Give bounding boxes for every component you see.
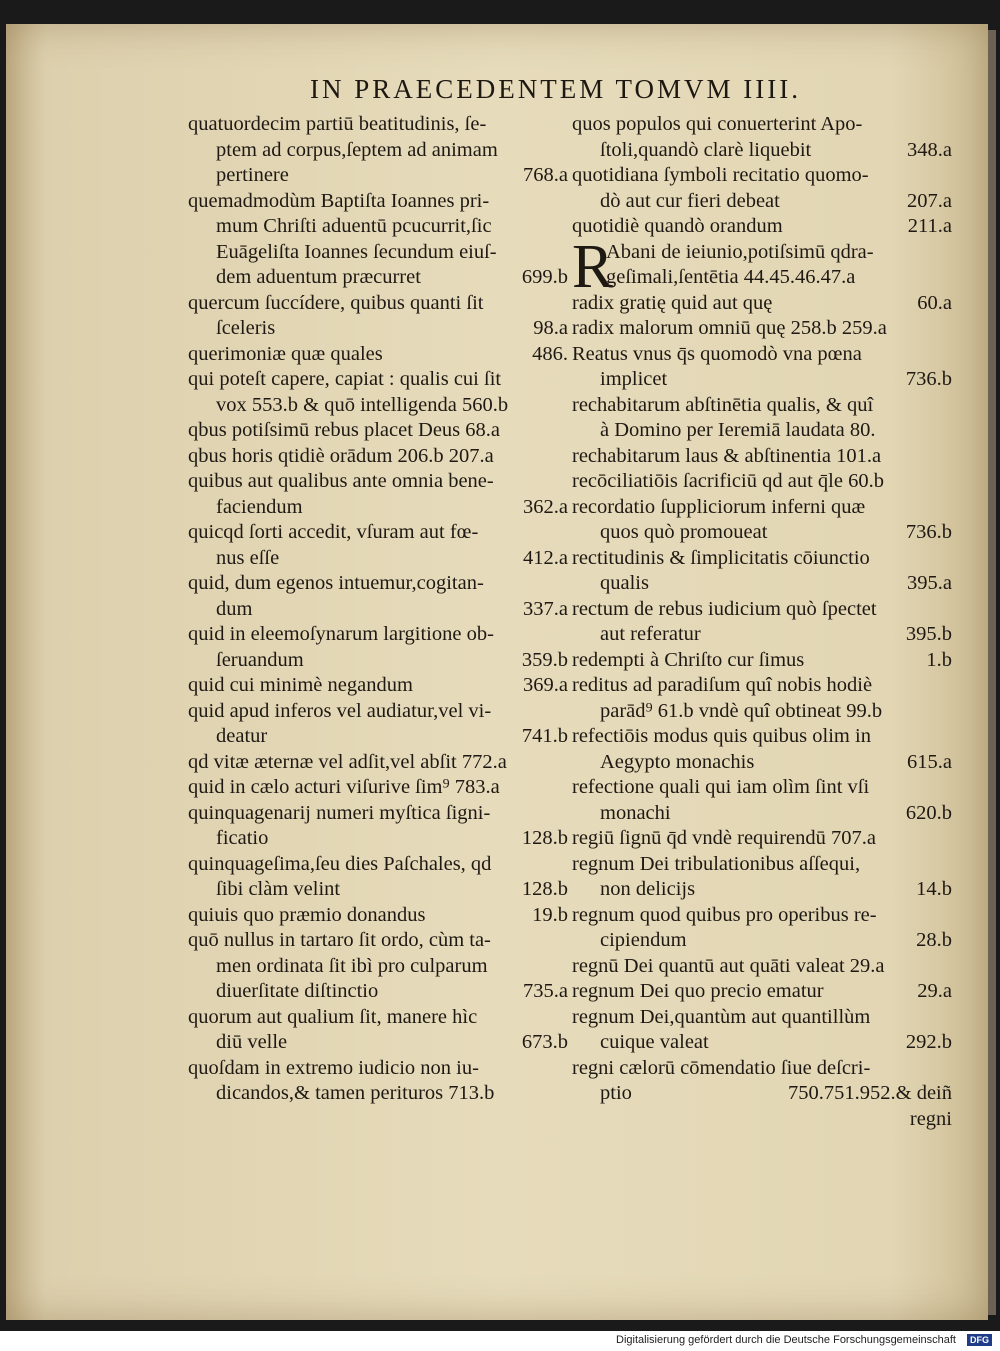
index-entry [572, 954, 952, 980]
entry-text: geſimali,ſentētia 44.45.46.47.a [606, 266, 856, 288]
entry-text: refectione quali qui iam olìm ſint vſi [572, 776, 870, 798]
entry-line [572, 444, 952, 470]
entry-line [188, 1005, 568, 1031]
entry-line [572, 367, 952, 393]
entry-line [188, 801, 568, 827]
entry-line [188, 163, 568, 189]
index-entry [572, 546, 952, 597]
page-reference: 128.b [521, 827, 568, 849]
entry-text: recordatio ſuppliciorum inferni quæ [572, 495, 866, 518]
entry-line [188, 1030, 568, 1056]
index-entry [572, 342, 952, 393]
index-entry [188, 469, 568, 520]
entry-line [572, 571, 952, 597]
entry-text: dem aduentum præcurret [216, 266, 421, 288]
index-entry [572, 1056, 952, 1107]
entry-line [572, 928, 952, 954]
index-entry [188, 418, 568, 444]
entry-line [188, 367, 568, 393]
entry-text: à Domino per Ieremiā laudata 80. [600, 419, 876, 441]
index-entry [572, 214, 952, 240]
entry-text: ptio [600, 1082, 632, 1104]
entry-text: Aegypto monachis [600, 750, 755, 773]
page-reference: 128.b [521, 878, 568, 900]
entry-text: quos populos qui conuerterint Apo- [572, 113, 863, 135]
entry-text: qualis [600, 572, 649, 594]
entry-line [188, 495, 568, 521]
entry-line [572, 877, 952, 903]
entry-line [572, 316, 952, 342]
entry-text: quinquagenarij numeri myſtica ſigni- [188, 801, 491, 824]
page-reference: 735.a [523, 980, 568, 1002]
index-entry [188, 673, 568, 699]
page-reference: 395.a [907, 572, 952, 594]
entry-text: quid, dum egenos intuemur,cogitan- [188, 572, 484, 594]
entry-line [188, 393, 568, 419]
index-entry [572, 112, 952, 163]
entry-line [188, 597, 568, 623]
index-entry [572, 469, 952, 495]
entry-text: qbus potiſsimū rebus placet Deus 68.a [188, 419, 501, 441]
entry-line [188, 189, 568, 215]
index-entry [572, 979, 952, 1005]
page-reference: 207.a [907, 189, 952, 212]
index-entry [188, 852, 568, 903]
entry-line [188, 469, 568, 495]
entry-text: ptem ad corpus,ſeptem ad animam [216, 138, 498, 161]
entry-text: quotidiè quandò orandum [572, 215, 783, 237]
entry-text: regnum Dei quo precio ematur [572, 980, 824, 1002]
entry-line [188, 265, 568, 291]
entry-line [572, 520, 952, 546]
entry-line [572, 622, 952, 648]
entry-text: quicqd ſorti accedit, vſuram aut fœ- [188, 521, 479, 543]
entry-text: Abani de ieiunio,potiſsimū qdra- [606, 240, 874, 263]
entry-line [188, 571, 568, 597]
entry-text: recōciliatiōis ſacrificiū qd aut q̄le 60.b [572, 470, 884, 492]
entry-text: ſtoli,quandò clarè liquebit [600, 138, 812, 161]
page-reference: 359.b [521, 648, 568, 671]
index-entry [572, 648, 952, 674]
entry-text: quiuis quo præmio donandus [188, 903, 426, 926]
page-reference: 615.a [907, 750, 952, 773]
entry-text: quorum aut qualium ſit, manere hìc [188, 1005, 478, 1028]
index-entry [188, 571, 568, 622]
entry-line [188, 240, 568, 266]
entry-text: parād⁹ 61.b vndè quî obtineat 99.b [600, 699, 883, 722]
entry-text: qd vitæ æternæ vel adſit,vel abſit 772.a [188, 750, 507, 773]
entry-text: aut referatur [600, 623, 701, 645]
footer-credit: Digitalisierung gefördert durch die Deutsche Forschungsgemeinschaft [616, 1334, 956, 1346]
index-entry [572, 1107, 952, 1133]
entry-text: faciendum [216, 495, 303, 518]
entry-line [572, 648, 952, 674]
entry-line [572, 112, 952, 138]
index-entry [188, 367, 568, 418]
entry-text: redempti à Chriſto cur ſimus [572, 648, 805, 671]
entry-text: mum Chriſti aduentū pcucurrit,ſic [216, 215, 492, 237]
entry-line [572, 852, 952, 878]
index-entry [572, 724, 952, 775]
index-entry [188, 291, 568, 342]
index-entry [572, 826, 952, 852]
entry-text: radix malorum omniū quę 258.b 259.a [572, 317, 887, 339]
index-entry [572, 775, 952, 826]
entry-text: regnum Dei,quantùm aut quantillùm [572, 1005, 871, 1028]
entry-line [572, 546, 952, 572]
page-reference: 1.b [926, 648, 952, 671]
entry-line [188, 979, 568, 1005]
entry-line [188, 342, 568, 368]
entry-line [188, 954, 568, 980]
index-entry [188, 1005, 568, 1056]
entry-text: Reatus vnus q̄s quomodò vna pœna [572, 342, 862, 365]
page-reference: 750.751.952.& deiñ [788, 1082, 952, 1104]
index-entry [572, 163, 952, 214]
entry-line [188, 928, 568, 954]
entry-line [188, 648, 568, 674]
entry-line [188, 1081, 568, 1107]
entry-text: reditus ad paradiſum quî nobis hodiè [572, 674, 873, 696]
page-reference: 741.b [521, 725, 568, 747]
page-reference: 768.a [523, 164, 568, 186]
entry-line [572, 163, 952, 189]
entry-text: regni cælorū cōmendatio ſiue deſcri- [572, 1056, 871, 1079]
entry-line [188, 775, 568, 801]
entry-line [188, 520, 568, 546]
entry-line [572, 342, 952, 368]
entry-line [572, 597, 952, 623]
entry-line [188, 699, 568, 725]
index-entry [572, 597, 952, 648]
entry-line [572, 240, 952, 266]
entry-text: diū velle [216, 1031, 288, 1053]
page-reference: 395.b [905, 623, 952, 645]
index-entry [572, 291, 952, 317]
page-reference: 699.b [521, 266, 568, 288]
entry-text: ſeruandum [216, 648, 304, 671]
entry-line [572, 724, 952, 750]
index-column-left [188, 112, 568, 1107]
entry-line [188, 214, 568, 240]
index-entry [572, 673, 952, 724]
entry-text: refectiōis modus quis quibus olim in [572, 725, 871, 747]
entry-text: Euāgeliſta Ioannes ſecundum eiuſ- [216, 240, 497, 263]
entry-line [572, 214, 952, 240]
entry-line [188, 138, 568, 164]
page-reference: 736.b [905, 521, 952, 543]
entry-text: qbus horis qtidiè orādum 206.b 207.a [188, 444, 494, 467]
entry-text: quercum ſuccídere, quibus quanti ſit [188, 291, 484, 314]
page-reference: 348.a [907, 138, 952, 161]
entry-text: diuerſitate diſtinctio [216, 980, 379, 1002]
entry-line [572, 1107, 952, 1133]
index-entry [188, 112, 568, 189]
entry-line [188, 622, 568, 648]
entry-text: qui poteſt capere, capiat : qualis cui ſit [188, 368, 502, 390]
index-entry [572, 903, 952, 954]
page-reference: 29.a [917, 980, 952, 1002]
entry-text: dum [216, 597, 253, 620]
index-entry [188, 903, 568, 929]
entry-line [572, 469, 952, 495]
index-entry [572, 852, 952, 903]
page-reference: 98.a [533, 317, 568, 339]
page-reference: regni [909, 1107, 952, 1130]
entry-text: regiū ſignū q̄d vndè requirendū 707.a [572, 827, 877, 849]
page-reference: 28.b [916, 929, 952, 951]
entry-line [188, 826, 568, 852]
index-entry [188, 928, 568, 1005]
entry-text: quos quò promoueat [600, 521, 768, 543]
entry-line [188, 418, 568, 444]
entry-line [572, 903, 952, 929]
entry-line [188, 852, 568, 878]
entry-text: quid cui minimè negandum [188, 674, 413, 696]
entry-line [572, 418, 952, 444]
page-reference: 211.a [907, 215, 952, 237]
index-entry [188, 801, 568, 852]
entry-line [572, 775, 952, 801]
entry-text: regnū Dei quantū aut quāti valeat 29.a [572, 954, 885, 977]
page-reference: 486. [532, 342, 568, 365]
entry-line [572, 954, 952, 980]
entry-text: querimoniæ quæ quales [188, 342, 383, 365]
entry-text: rectum de rebus iudicium quò ſpectet [572, 597, 877, 620]
index-entry [572, 495, 952, 546]
page-reference: 337.a [523, 597, 568, 620]
page-reference: 362.a [523, 495, 568, 518]
entry-text: rechabitarum abſtinētia qualis, & quî [572, 393, 874, 416]
entry-text: rectitudinis & ſimplicitatis cōiunctio [572, 546, 870, 569]
drop-capital: R [572, 232, 614, 301]
entry-text: ſibi clàm velint [216, 878, 341, 900]
entry-line [188, 316, 568, 342]
entry-text: dò aut cur fieri debeat [600, 189, 780, 212]
entry-text: quid in cælo acturi viſurive ſim⁹ 783.a [188, 776, 500, 798]
entry-text: rechabitarum laus & abſtinentia 101.a [572, 444, 882, 467]
entry-line [572, 393, 952, 419]
entry-text: quibus aut qualibus ante omnia bene- [188, 470, 494, 492]
entry-line [572, 1081, 952, 1107]
entry-text: quotidiana ſymboli recitatio quomo- [572, 164, 869, 186]
entry-line [188, 724, 568, 750]
page-reference: 412.a [523, 546, 568, 569]
entry-line [572, 801, 952, 827]
entry-line [188, 673, 568, 699]
entry-text: quō nullus in tartaro ſit ordo, cùm ta- [188, 929, 491, 951]
entry-text: regnum quod quibus pro operibus re- [572, 903, 877, 926]
dfg-logo: DFG [967, 1334, 992, 1346]
entry-text: vox 553.b & quō intelligenda 560.b [216, 393, 509, 416]
entry-line [572, 1056, 952, 1082]
entry-line [572, 495, 952, 521]
entry-line [572, 699, 952, 725]
running-header: IN PRAECEDENTEM TOMVM IIII. [310, 74, 801, 104]
page-reference: 292.b [905, 1031, 952, 1053]
index-column-right [572, 112, 952, 1132]
entry-text: cuique valeat [600, 1031, 709, 1053]
entry-line [188, 546, 568, 572]
index-entry [188, 189, 568, 291]
page-reference: 60.a [917, 291, 952, 314]
page-reference: 19.b [532, 903, 568, 926]
index-entry [188, 342, 568, 368]
digitization-footer [0, 1331, 1000, 1351]
entry-text: quemadmodùm Baptiſta Ioannes pri- [188, 189, 490, 212]
index-entry [572, 316, 952, 342]
entry-line [572, 979, 952, 1005]
index-entry [188, 750, 568, 776]
entry-text: non delicijs [600, 878, 696, 900]
entry-line [188, 750, 568, 776]
entry-text: ſceleris [216, 317, 276, 339]
entry-text: implicet [600, 368, 668, 390]
index-entry [188, 699, 568, 750]
page-reference: 620.b [905, 801, 952, 824]
entry-text: regnum Dei tribulationibus aſſequi, [572, 852, 861, 875]
entry-text: radix gratię quid aut quę [572, 291, 773, 314]
entry-text: cipiendum [600, 929, 687, 951]
index-entry [572, 1005, 952, 1056]
entry-text: pertinere [216, 164, 289, 186]
entry-line [572, 826, 952, 852]
entry-text: monachi [600, 801, 671, 824]
index-entry [572, 393, 952, 444]
page-reference: 736.b [905, 368, 952, 390]
index-entry [572, 232, 952, 301]
index-entry [188, 622, 568, 673]
entry-line [188, 444, 568, 470]
entry-line [188, 903, 568, 929]
entry-text: quid in eleemoſynarum largitione ob- [188, 623, 494, 645]
entry-text: quinquageſima,ſeu dies Paſchales, qd [188, 852, 492, 875]
index-entry [188, 775, 568, 801]
entry-text: men ordinata ſit ibì pro culparum [216, 954, 488, 977]
page-reference: 14.b [916, 878, 952, 900]
entry-line [572, 138, 952, 164]
entry-line [572, 265, 952, 291]
index-entry [572, 444, 952, 470]
entry-line [188, 112, 568, 138]
entry-line [188, 291, 568, 317]
entry-line [572, 1030, 952, 1056]
entry-text: ficatio [216, 827, 269, 849]
entry-text: quid apud inferos vel audiatur,vel vi- [188, 699, 492, 722]
page-reference: 673.b [521, 1031, 568, 1053]
entry-text: quatuordecim partiū beatitudinis, ſe- [188, 113, 487, 135]
page-reference: 369.a [523, 674, 568, 696]
entry-line [572, 1005, 952, 1031]
entry-text: dicandos,& tamen perituros 713.b [216, 1082, 495, 1104]
entry-line [572, 189, 952, 215]
entry-text: quoſdam in extremo iudicio non iu- [188, 1056, 479, 1079]
index-entry [188, 520, 568, 571]
index-entry [188, 1056, 568, 1107]
entry-line [572, 673, 952, 699]
index-entry [188, 444, 568, 470]
entry-line [572, 291, 952, 317]
page-edge [988, 30, 996, 1315]
entry-line [188, 877, 568, 903]
entry-line [188, 1056, 568, 1082]
entry-text: nus eſſe [216, 546, 280, 569]
entry-text: deatur [216, 725, 268, 747]
entry-line [572, 750, 952, 776]
